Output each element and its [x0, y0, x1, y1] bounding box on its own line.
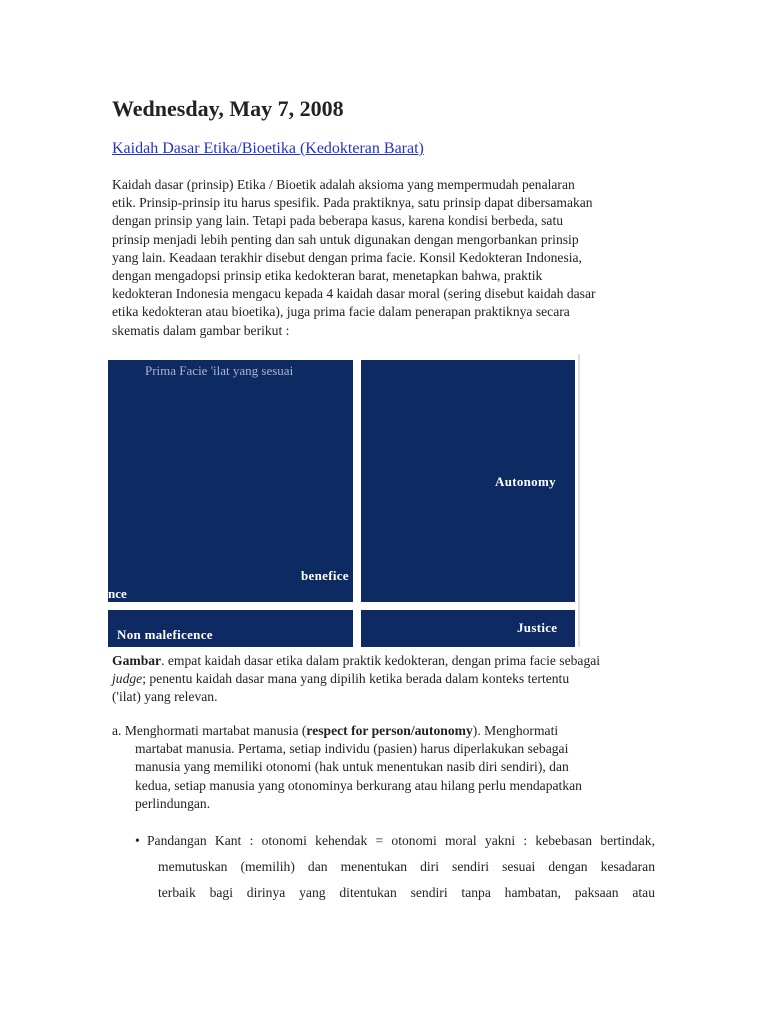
autonomy-label: Autonomy: [495, 474, 556, 489]
caption-line: ('ilat) yang relevan.: [112, 689, 218, 705]
text-line: manusia yang memiliki otonomi (hak untuk menentukan nasib diri sendiri), dan: [135, 759, 569, 775]
item-a-bold: respect for person/autonomy: [306, 723, 473, 738]
text-line: skematis dalam gambar berikut :: [112, 322, 290, 338]
figure-caption: [112, 652, 657, 707]
intro-paragraph: [112, 176, 657, 340]
text-line: memutuskan (memilih) dan menentukan diri sendiri sesuai dengan kesadaran: [158, 859, 655, 874]
text-line: etika kedokteran atau bioetika), juga prima facie dalam penerapan praktiknya secara: [112, 304, 570, 320]
item-a-first-line: [112, 722, 657, 740]
bullet-text: Pandangan Kant : otonomi kehendak = otonomi moral yakni : kebebasan bertindak,: [147, 833, 655, 848]
text-line: yang lain. Keadaan terakhir disebut dengan prima facie. Konsil Kedokteran Indonesia,: [112, 249, 582, 265]
text-line: prinsip menjadi lebih penting dan sah untuk digunakan dengan mengorbankan prinsip: [112, 231, 579, 247]
text-line: dengan mengadopsi prinsip etika kedokteran barat, menetapkan bahwa, praktik: [112, 268, 543, 284]
text-line: Kaidah dasar (prinsip) Etika / Bioetik adalah aksioma yang mempermudah penalaran: [112, 177, 575, 192]
kant-bullet-item: [135, 828, 655, 906]
post-date: Wednesday, May 7, 2008: [112, 96, 344, 121]
figure-divider: [578, 354, 580, 647]
caption-italic: judge: [112, 671, 143, 687]
bullet-first-line: [135, 828, 655, 854]
item-a-prefix: a. Menghormati martabat manusia (: [112, 723, 307, 738]
text-line: terbaik bagi dirinya yang ditentukan sendiri tanpa hambatan, paksaan atau: [158, 885, 655, 900]
caption-text: ; penentu kaidah dasar mana yang dipilih ketika berada dalam konteks tertentu: [142, 671, 570, 687]
prima-facie-label: Prima Facie 'ilat yang sesuai: [145, 363, 294, 378]
beneficence-label-wrap: nce: [108, 586, 127, 601]
caption-bold: Gambar: [112, 653, 162, 668]
text-line: kedua, setiap manusia yang otonominya berkurang atau hilang perlu mendapatkan: [135, 777, 582, 793]
caption-line: [112, 652, 657, 670]
list-item-a: [112, 722, 657, 813]
bioethics-diagram: [108, 354, 582, 647]
justice-label: Justice: [517, 620, 558, 635]
non-maleficence-panel: [108, 610, 353, 647]
item-a-suffix: ). Menghormati: [472, 723, 559, 738]
non-maleficence-label: Non maleficence: [117, 627, 213, 642]
beneficence-label: benefice: [301, 568, 349, 583]
autonomy-panel: [361, 360, 575, 602]
text-line: dengan prinsip yang lain. Tetapi pada beberapa kasus, karena kondisi berbeda, satu: [112, 213, 564, 229]
post-title-link[interactable]: Kaidah Dasar Etika/Bioetika (Kedokteran Barat): [112, 140, 424, 157]
text-line: perlindungan.: [135, 795, 211, 811]
bullet-dot: •: [135, 833, 140, 848]
text-line: kedokteran Indonesia mengacu kepada 4 kaidah dasar moral (sering disebut kaidah dasar: [112, 286, 596, 302]
caption-line: [112, 670, 657, 688]
text-line: martabat manusia. Pertama, setiap individu (pasien) harus diperlakukan sebagai: [135, 741, 569, 757]
beneficence-panel: [108, 360, 353, 602]
caption-text: . empat kaidah dasar etika dalam praktik kedokteran, dengan prima facie sebagai: [161, 653, 601, 668]
justice-panel: [361, 610, 575, 647]
text-line: etik. Prinsip-prinsip itu harus spesifik. Pada praktiknya, satu prinsip dapat dibersamakan: [112, 195, 593, 211]
